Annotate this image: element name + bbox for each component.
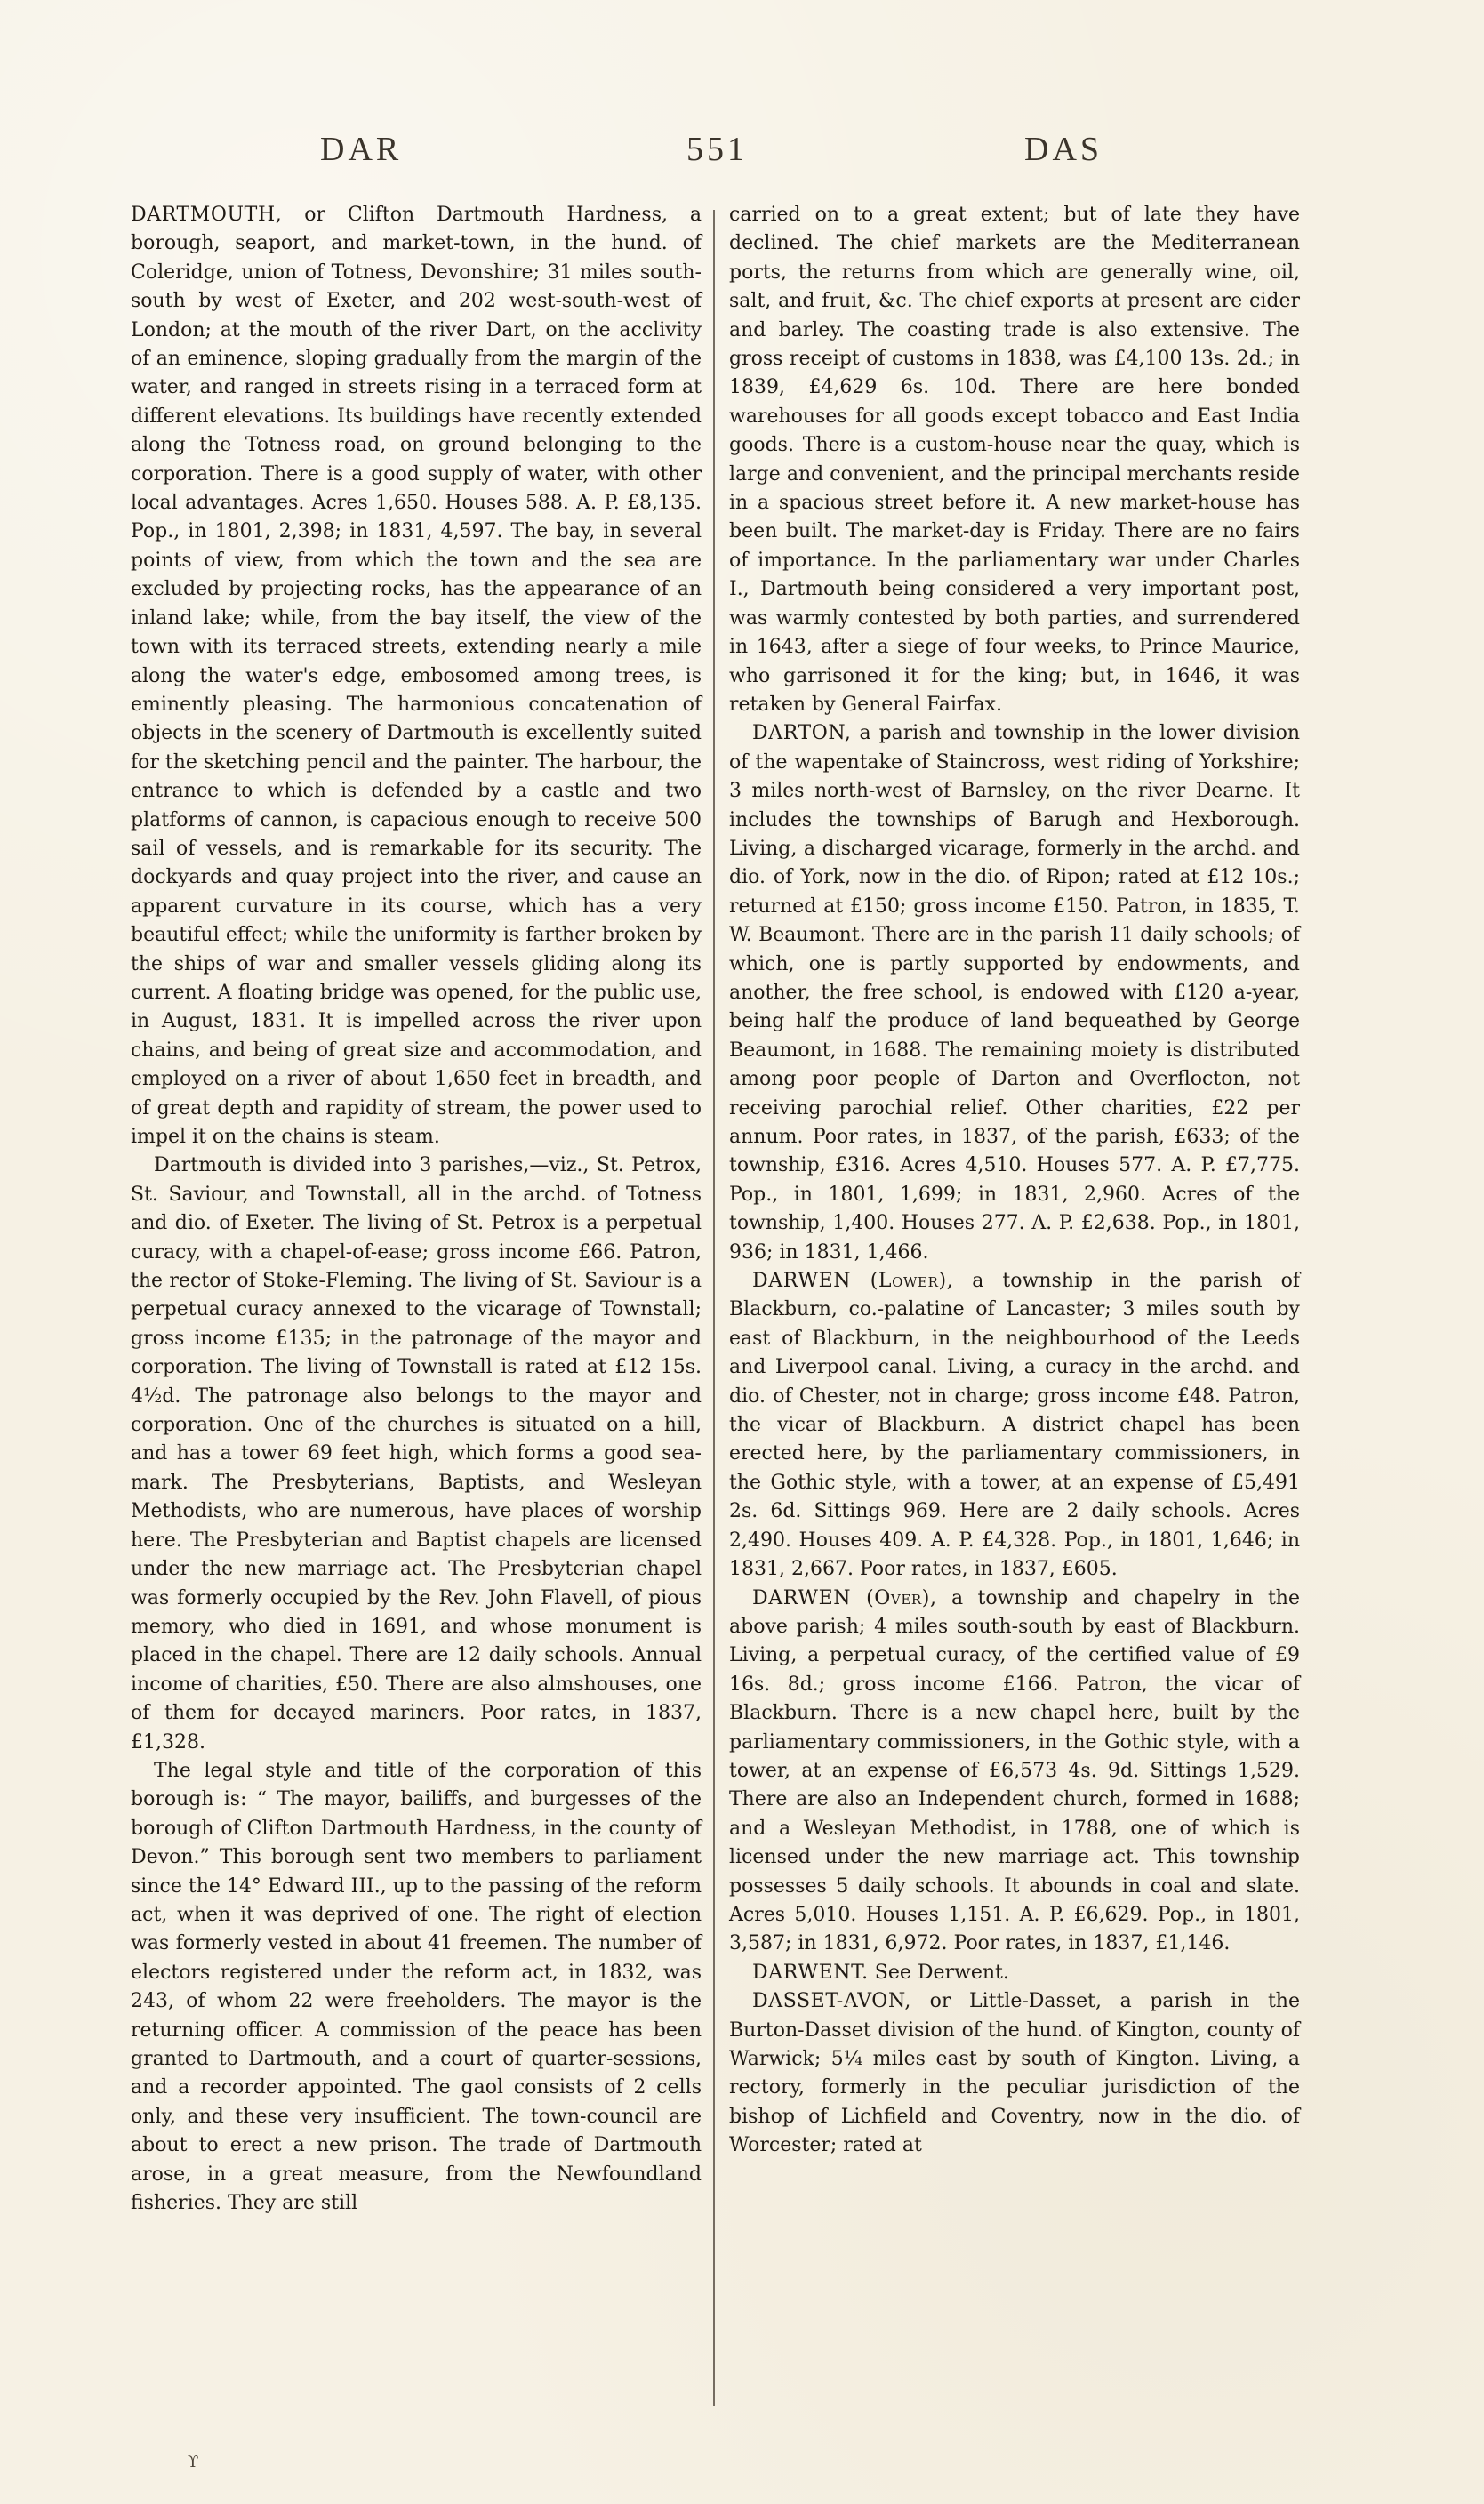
entry-head: DARTMOUTH, <box>131 204 283 226</box>
entry-text: a parish and township in the lower division of the wapentake of Staincross, west riding of Yorkshire; 3 miles north-west of Barnsley, on the river Dearne. It includes the townships of Barugh and Hexborough. Living, a discharged vicarage, formerly in the archd. and dio. of York, now in the dio. of Ripon; rated at £12 10s.; returned at £150; gross income £150. Patron, in 1835, T. W. Beaumont. There are in the parish 11 daily schools; of which, one is partly supported by endowments, and another, the free school, is endowed with £120 a-year, being half the produce of land bequeathed by George Beaumont, in 1688. The remaining moiety is distributed among poor people of Darton and Overflocton, not receiving parochial relief. Other charities, £22 per annum. Poor rates, in 1837, of the parish, £633; of the township, £316. Acres 4,510. Houses 577. A. P. £7,775. Pop., in 1801, 1,699; in 1831, 2,960. Acres of the township, 1,400. Houses 277. A. P. £2,638. Pop., in 1801, 936; in 1831, 1,466. <box>729 722 1300 1264</box>
header-left-catchword: DAR <box>320 131 403 168</box>
entry-head: DARWEN (Lower), <box>752 1270 954 1293</box>
entry-text: a township and chapelry in the above parish; 4 miles south-south by east of Blackburn. Living, a perpetual curacy, of the certified value of £9 16s. 8d.; gross income £166. Patron, the vicar of Blackburn. There is a new chapel here, built by the parliamentary commissioners, in the Gothic style, with a tower, at an expense of £6,573 4s. 9d. Sittings 1,529. There are also an Independent church, formed in 1688; and a Wesleyan Methodist, in 1788, one of which is licensed under the new marriage act. This township possesses 5 daily schools. It abounds in coal and slate. Acres 5,010. Houses 1,151. A. P. £6,629. Pop., in 1801, 3,587; in 1831, 6,972. Poor rates, in 1837, £1,146. <box>729 1586 1300 1955</box>
entry-text: See Derwent. <box>868 1961 1009 1984</box>
paragraph <box>131 1152 702 1757</box>
entry-text: carried on to a great extent; but of late they have declined. The chief markets are the Mediterranean ports, the returns from which are generally wine, oil, salt, and fruit, &c. The chief exports at present are cider and barley. The coasting trade is also extensive. The gross receipt of customs in 1838, was £4,100 13s. 2d.; in 1839, £4,629 6s. 10d. There are here bonded warehouses for all goods except tobacco and East India goods. There is a custom-house near the quay, which is large and convenient, and the principal merchants reside in a spacious street before it. A new market-house has been built. The market-day is Friday. There are no fairs of importance. In the parliamentary war under Charles I., Dartmouth being considered a very important post, was warmly contested by both parties, and surrendered in 1643, after a siege of four weeks, to Prince Maurice, who garrisoned it for the king; but, in 1646, it was retaken by General Fairfax. <box>729 204 1300 716</box>
page-header <box>0 130 1484 183</box>
entry-darwen-lower <box>729 1267 1300 1584</box>
entry-dartmouth <box>131 201 702 1152</box>
entry-darwent <box>729 1959 1300 1987</box>
paragraph <box>131 1757 702 2219</box>
entry-head: DARTON, <box>752 722 852 745</box>
entry-text: The legal style and title of the corporation of this borough is: “ The mayor, bailiffs, and burgesses of the borough of Clifton Dartmouth Hardness, in the county of Devon.” This borough sent two members to parliament since the 14° Edward III., up to the passing of the reform act, when it was deprived of one. The right of election was formerly vested in about 41 freemen. The number of electors registered under the reform act, in 1832, was 243, of whom 22 were freeholders. The mayor is the returning officer. A commission of the peace has been granted to Dartmouth, and a court of quarter-sessions, and a recorder appointed. The gaol consists of 2 cells only, and these very insufficient. The town-council are about to erect a new prison. The trade of Dartmouth arose, in a great measure, from the Newfoundland fisheries. They are still <box>131 1759 702 2215</box>
entry-dasset-avon <box>729 1987 1300 2160</box>
entry-head: DARWEN (Over), <box>752 1586 937 1609</box>
entry-head: DASSET-AVON, <box>752 1990 911 2013</box>
entry-darwen-over <box>729 1585 1300 1959</box>
entry-darton <box>729 719 1300 1267</box>
header-right-catchword: DAS <box>1024 131 1103 168</box>
page-number: 551 <box>686 131 748 168</box>
entry-text: Dartmouth is divided into 3 parishes,—viz., St. Petrox, St. Saviour, and Townstall, all in the archd. of Totness and dio. of Exeter. The living of St. Petrox is a perpetual curacy, with a chapel-of-ease; gross income £66. Patron, the rector of Stoke-Fleming. The living of St. Saviour is a perpetual curacy annexed to the vicarage of Townstall; gross income £135; in the patronage of the mayor and corporation. The living of Townstall is rated at £12 15s. 4½d. The patronage also belongs to the mayor and corporation. One of the churches is situated on a hill, and has a tower 69 feet high, which forms a good sea-mark. The Presbyterians, Baptists, and Wesleyan Methodists, who are numerous, have places of worship here. The Presbyterian and Baptist chapels are licensed under the new marriage act. The Presbyterian chapel was formerly occupied by the Rev. John Flavell, of pious memory, who died in 1691, and whose monument is placed in the chapel. There are 12 daily schools. Annual income of charities, £50. There are also almshouses, one of them for decayed mariners. Poor rates, in 1837, £1,328. <box>131 1154 702 1754</box>
column-divider <box>713 210 715 2406</box>
footer-mark: ϒ <box>188 2452 199 2471</box>
right-column <box>729 201 1300 2161</box>
entry-text: a township in the parish of Blackburn, co.-palatine of Lancaster; 3 miles south by east of Blackburn, in the neighbourhood of the Leeds and Liverpool canal. Living, a curacy in the archd. and dio. of Chester, not in charge; gross income £48. Patron, the vicar of Blackburn. A district chapel has been erected here, by the parliamentary commissioners, in the Gothic style, with a tower, at an expense of £5,491 2s. 6d. Sittings 969. Here are 2 daily schools. Acres 2,490. Houses 409. A. P. £4,328. Pop., in 1801, 1,646; in 1831, 2,667. Poor rates, in 1837, £605. <box>729 1270 1301 1581</box>
entry-text: or Little-Dasset, a parish in the Burton-Dasset division of the hund. of Kington, county of Warwick; 5¼ miles east by south of Kington. Living, a rectory, formerly in the peculiar jurisdiction of the bishop of Lichfield and Coventry, now in the dio. of Worcester; rated at <box>729 1990 1300 2157</box>
paragraph <box>729 201 1300 719</box>
entry-head: DARWENT. <box>752 1961 869 1984</box>
entry-text: or Clifton Dartmouth Hardness, a borough, seaport, and market-town, in the hund. of Coleridge, union of Totness, Devonshire; 31 miles south-south by west of Exeter, and 202 west-south-west of London; at the mouth of the river Dart, on the acclivity of an eminence, sloping gradually from the margin of the water, and ranged in streets rising in a terraced form at different elevations. Its buildings have recently extended along the Totness road, on ground belonging to the corporation. There is a good supply of water, with other local advantages. Acres 1,650. Houses 588. A. P. £8,135. Pop., in 1801, 2,398; in 1831, 4,597. The bay, in several points of view, from which the town and the sea are excluded by projecting rocks, has the appearance of an inland lake; while, from the bay itself, the view of the town with its terraced streets, extending nearly a mile along the water's edge, embosomed among trees, is eminently pleasing. The harmonious concatenation of objects in the scenery of Dartmouth is excellently suited for the sketching pencil and the painter. The harbour, the entrance to which is defended by a castle and two platforms of cannon, is capacious enough to receive 500 sail of vessels, and is remarkable for its security. The dockyards and quay project into the river, and cause an apparent curvature in its course, which has a very beautiful effect; while the uniformity is farther broken by the ships of war and smaller vessels gliding along its current. A floating bridge was opened, for the public use, in August, 1831. It is impelled across the river upon chains, and being of great size and accommodation, and employed on a river of about 1,650 feet in breadth, and of great depth and rapidity of stream, the power used to impel it on the chains is steam. <box>131 204 702 1148</box>
left-column <box>131 201 702 2218</box>
